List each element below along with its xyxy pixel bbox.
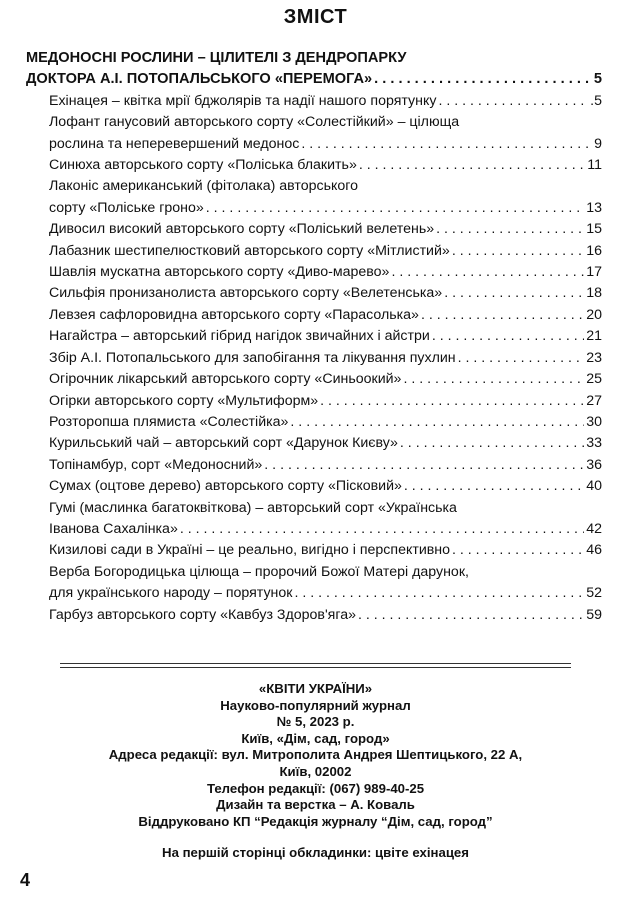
toc-entry[interactable] bbox=[49, 241, 602, 262]
imprint bbox=[0, 681, 631, 830]
toc-entry-title: Шавлія мускатна авторського сорту «Диво-марево» bbox=[49, 264, 390, 281]
toc-entry-title: Огірки авторського сорту «Мультиформ» bbox=[49, 392, 319, 409]
toc-entry-title: Кизилові сади в Україні – це реально, вигідно і перспективно bbox=[49, 542, 451, 559]
toc-entry[interactable] bbox=[49, 262, 602, 283]
toc-entry-title: Ехінацея – квітка мрії бджолярів та надії нашого порятунку bbox=[49, 92, 437, 109]
dot-leader bbox=[403, 369, 584, 390]
page-number: 4 bbox=[20, 870, 31, 890]
toc-entry-page: 21 bbox=[586, 328, 602, 345]
toc-entry[interactable] bbox=[49, 219, 602, 240]
toc-entry-title: Лабазник шестипелюстковий авторського сорту «Мітлистий» bbox=[49, 242, 450, 259]
magazine-type: Науково-популярний журнал bbox=[220, 697, 411, 713]
toc-entry[interactable] bbox=[49, 455, 602, 476]
printer-credit: Віддруковано КП “Редакція журналу “Дім, сад, город” bbox=[138, 813, 493, 829]
dot-leader bbox=[290, 412, 584, 433]
toc-entry-page: 30 bbox=[586, 413, 602, 430]
toc-entry[interactable] bbox=[49, 348, 602, 369]
dot-leader bbox=[374, 69, 592, 90]
magazine-name: «КВІТИ УКРАЇНИ» bbox=[258, 681, 373, 696]
toc-entry-title: Збір А.І. Потопальського для запобігання та лікування пухлин bbox=[49, 349, 456, 366]
toc-entry-page: .5 bbox=[590, 92, 602, 109]
toc-section-page: 5 bbox=[593, 71, 602, 88]
toc-entry-page: 18 bbox=[586, 285, 602, 302]
toc-entry[interactable] bbox=[49, 433, 602, 454]
toc-section[interactable] bbox=[26, 48, 602, 91]
toc-entry[interactable] bbox=[49, 91, 602, 112]
editorial-address: Адреса редакції: вул. Митрополита Андрея Шептицького, 22 А, bbox=[108, 747, 523, 763]
toc-entry-title: Левзея сафлоровидна авторського сорту «Парасолька» bbox=[49, 306, 419, 323]
dot-leader bbox=[264, 455, 584, 476]
toc-entry-page: 25 bbox=[586, 371, 602, 388]
table-of-contents bbox=[26, 48, 602, 626]
toc-entry[interactable] bbox=[49, 498, 602, 541]
toc-entry[interactable] bbox=[49, 605, 602, 626]
toc-entry[interactable] bbox=[49, 369, 602, 390]
toc-entry-page: 36 bbox=[586, 456, 602, 473]
editorial-city: Київ, 02002 bbox=[279, 763, 352, 779]
dot-leader bbox=[421, 305, 584, 326]
toc-entry-page: 9 bbox=[594, 135, 602, 152]
toc-section-title-line2: ДОКТОРА А.І. ПОТОПАЛЬСЬКОГО «ПЕРЕМОГА» bbox=[26, 71, 373, 88]
toc-entry-page: 13 bbox=[586, 199, 602, 216]
toc-entry-title-line1: Гумі (маслинка багатоквіткова) – авторський сорт «Українська bbox=[49, 499, 457, 516]
publisher-place: Київ, «Дім, сад, город» bbox=[241, 730, 390, 746]
toc-entry[interactable] bbox=[49, 305, 602, 326]
toc-entry-page: 52 bbox=[586, 585, 602, 602]
cover-note: На першій сторінці обкладинки: цвіте ехінацея bbox=[162, 845, 469, 860]
toc-entry-page: 15 bbox=[586, 221, 602, 238]
editorial-phone: Телефон редакції: (067) 989-40-25 bbox=[206, 780, 425, 796]
toc-entry[interactable] bbox=[49, 326, 602, 347]
toc-entry-title-line1: Лофант ганусовий авторського сорту «Солестійкий» – цілюща bbox=[49, 114, 460, 131]
toc-entry-page: 16 bbox=[586, 242, 602, 259]
toc-entry-title-line1: Верба Богородицька цілюща – пророчий Божої Матері дарунок, bbox=[49, 563, 469, 580]
toc-entry-page: 17 bbox=[586, 264, 602, 281]
toc-entry-title: рослина та неперевершений медонос bbox=[49, 135, 300, 152]
dot-leader bbox=[295, 583, 585, 604]
divider bbox=[60, 667, 571, 668]
toc-entry-page: 42 bbox=[586, 520, 602, 537]
toc-entry-page: 40 bbox=[586, 478, 602, 495]
toc-entry-title-line1: Лаконіс американський (фітолака) авторського bbox=[49, 178, 359, 195]
toc-entry[interactable] bbox=[49, 476, 602, 497]
toc-entry-title: сорту «Поліське гроно» bbox=[49, 199, 204, 216]
dot-leader bbox=[180, 519, 584, 540]
design-credit: Дизайн та верстка – А. Коваль bbox=[216, 797, 415, 813]
toc-entry[interactable] bbox=[49, 176, 602, 219]
toc-entry-title: Курильський чай – авторський сорт «Дарунок Києву» bbox=[49, 435, 398, 452]
divider bbox=[60, 663, 571, 664]
dot-leader bbox=[444, 283, 584, 304]
dot-leader bbox=[436, 219, 584, 240]
toc-entry-title: для українського народу – порятунок bbox=[49, 585, 293, 602]
toc-entry-title: Нагайстра – авторський гібрид нагідок звичайних і айстри bbox=[49, 328, 430, 345]
toc-entry[interactable] bbox=[49, 562, 602, 605]
toc-entry-title: Топінамбур, сорт «Медоносний» bbox=[49, 456, 263, 473]
toc-entry-title: Гарбуз авторського сорту «Кавбуз Здоров'яга» bbox=[49, 606, 356, 623]
toc-entry-page: 46 bbox=[586, 542, 602, 559]
dot-leader bbox=[404, 476, 584, 497]
dot-leader bbox=[320, 391, 584, 412]
toc-entry[interactable] bbox=[49, 155, 602, 176]
toc-entry-page: 20 bbox=[586, 306, 602, 323]
toc-entry-page: 27 bbox=[586, 392, 602, 409]
dot-leader bbox=[452, 241, 584, 262]
dot-leader bbox=[359, 155, 585, 176]
toc-entry-title: Сильфія пронизанолиста авторського сорту «Велетенська» bbox=[49, 285, 443, 302]
toc-entry-page: 23 bbox=[586, 349, 602, 366]
toc-entry-title: Сумах (оцтове дерево) авторського сорту «Пісковий» bbox=[49, 478, 402, 495]
page-title: ЗМІСТ bbox=[283, 6, 348, 28]
toc-entry-title: Огірочник лікарський авторського сорту «Синьоокий» bbox=[49, 371, 402, 388]
toc-entry-page: 59 bbox=[586, 606, 602, 623]
issue-number: № 5, 2023 р. bbox=[276, 714, 355, 730]
toc-entries bbox=[26, 91, 602, 626]
toc-entry[interactable] bbox=[49, 540, 602, 561]
toc-entry-title: Синюха авторського сорту «Поліська блакить» bbox=[49, 157, 357, 174]
dot-leader bbox=[358, 605, 584, 626]
dot-leader bbox=[438, 91, 588, 112]
dot-leader bbox=[400, 433, 584, 454]
dot-leader bbox=[391, 262, 584, 283]
toc-entry-title: Іванова Сахалінка» bbox=[49, 520, 178, 537]
dot-leader bbox=[452, 540, 584, 561]
toc-entry[interactable] bbox=[49, 412, 602, 433]
toc-entry-page: 33 bbox=[586, 435, 602, 452]
dot-leader bbox=[301, 134, 592, 155]
toc-entry-title: Дивосил високий авторського сорту «Поліський велетень» bbox=[49, 221, 435, 238]
dot-leader bbox=[432, 326, 584, 347]
toc-entry-title: Розторопша плямиста «Солестійка» bbox=[49, 413, 289, 430]
toc-entry[interactable] bbox=[49, 283, 602, 304]
toc-entry[interactable] bbox=[49, 391, 602, 412]
toc-entry[interactable] bbox=[49, 112, 602, 155]
dot-leader bbox=[206, 198, 584, 219]
dot-leader bbox=[458, 348, 585, 369]
toc-section-title-line1: МЕДОНОСНІ РОСЛИНИ – ЦІЛИТЕЛІ З ДЕНДРОПАРКУ bbox=[26, 50, 407, 66]
toc-entry-page: 11 bbox=[587, 157, 602, 174]
